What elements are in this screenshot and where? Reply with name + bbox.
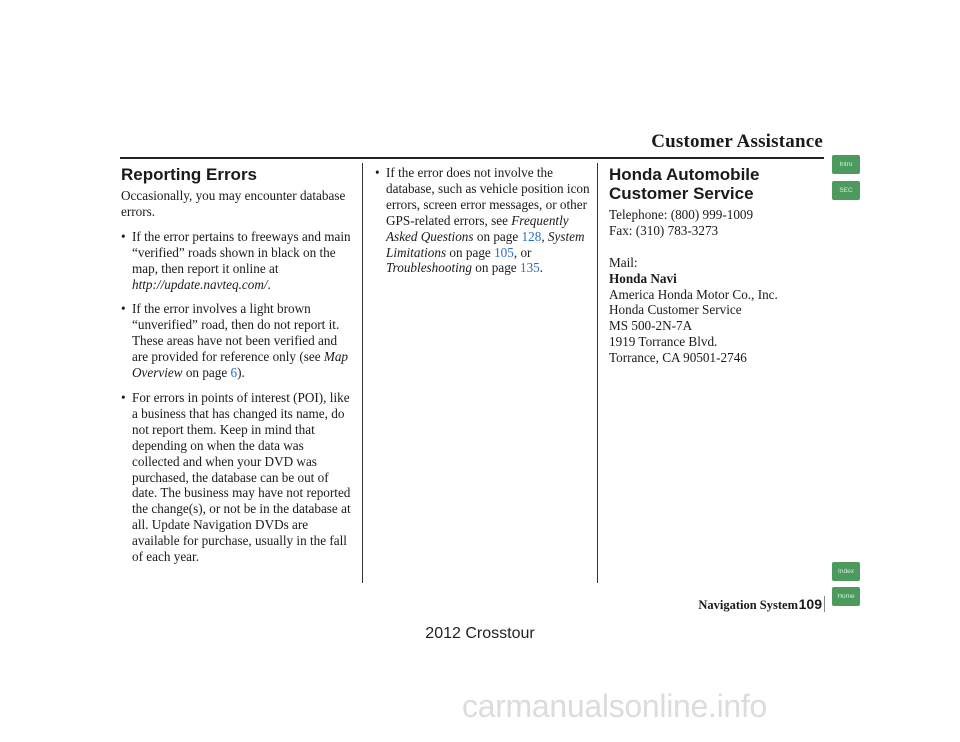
list-item [121, 301, 353, 381]
on-page-text: on page [185, 365, 228, 381]
footer-label: Navigation System [698, 598, 798, 612]
column-divider [597, 163, 598, 583]
list-item [121, 390, 353, 565]
punctuation: , [541, 228, 545, 244]
footer-divider [824, 596, 825, 612]
model-label: 2012 Crosstour [425, 625, 535, 642]
other-error-list [375, 165, 590, 276]
address-line: MS 500-2N-7A [609, 318, 693, 334]
watermark: carmanualsonline.info [462, 688, 767, 724]
on-page-text: on page [449, 244, 491, 260]
spacer [609, 239, 824, 255]
bullet-text: If the error pertains to freeways and main “verified” roads shown in black on the map, then report it online at [132, 228, 351, 276]
bullet-icon: • [121, 389, 126, 405]
index-tab[interactable]: Index [832, 562, 860, 581]
bullet-text: If the error does not involve the database, such as vehicle position icon errors, screen error messages, or other GPS-related errors, see [386, 165, 590, 228]
punctuation: , or [513, 244, 532, 260]
address-line: Torrance, CA 90501-2746 [609, 350, 747, 366]
reference-title: Frequently Asked Questions [386, 212, 569, 244]
mail-label: Mail: [609, 254, 638, 270]
bullet-text: For errors in points of interest (POI), like a business that has changed its name, do not report them. Keep in mind that depending on when the data was collected and when your DVD was purchased, the database can be out of date. The business may have not reported the change(s), or not be in the database at all. Update Navigation DVDs are available for purchase, usually in the fall of each year. [132, 389, 351, 565]
punctuation: . [267, 276, 271, 292]
list-item [375, 165, 590, 276]
page-link[interactable]: 105 [494, 244, 514, 260]
section-title: Customer Assistance [651, 131, 823, 152]
telephone-line: Telephone: (800) 999-1009 [609, 207, 754, 222]
page-link[interactable]: 135 [519, 260, 540, 276]
bullet-text: If the error involves a light brown “unverified” road, then do not report it. These areas have not been verified and are provided for reference only (see [132, 301, 340, 365]
reference-title: System Limitations [386, 228, 585, 260]
report-url: http://update.navteq.com/ [132, 276, 268, 292]
list-item [121, 229, 353, 293]
page-link[interactable]: 6 [230, 365, 238, 381]
column-other-errors [375, 165, 590, 285]
reference-title: Map Overview [132, 349, 349, 381]
customer-service-heading: Honda Automobile Customer Service [609, 165, 760, 203]
page-link[interactable]: 128 [521, 228, 542, 244]
fax-line: Fax: (310) 783-3273 [609, 222, 719, 238]
bullet-icon: • [121, 228, 126, 244]
reporting-errors-heading: Reporting Errors [121, 165, 258, 184]
address-line: 1919 Torrance Blvd. [609, 334, 718, 350]
header-rule [120, 157, 824, 159]
column-reporting-errors [121, 165, 353, 574]
bullet-icon: • [375, 165, 380, 180]
column-divider [362, 163, 363, 583]
page-number: 109 [798, 596, 822, 612]
bullet-icon: • [121, 301, 126, 317]
address-line: Honda Customer Service [609, 302, 742, 318]
on-page-text: on page [476, 228, 519, 244]
home-tab[interactable]: Home [832, 587, 860, 606]
error-bullet-list [121, 229, 353, 565]
on-page-text: on page [475, 260, 517, 276]
punctuation: . [539, 260, 544, 276]
column-customer-service [609, 165, 824, 366]
intro-text: Occasionally, you may encounter database errors. [121, 188, 346, 219]
intro-tab[interactable]: Intro [832, 155, 860, 174]
sec-tab[interactable]: SEC [832, 181, 860, 200]
punctuation: ). [237, 365, 245, 381]
reference-title: Troubleshooting [386, 260, 472, 276]
address-line: America Honda Motor Co., Inc. [609, 286, 778, 302]
address-line: Honda Navi [609, 270, 677, 286]
